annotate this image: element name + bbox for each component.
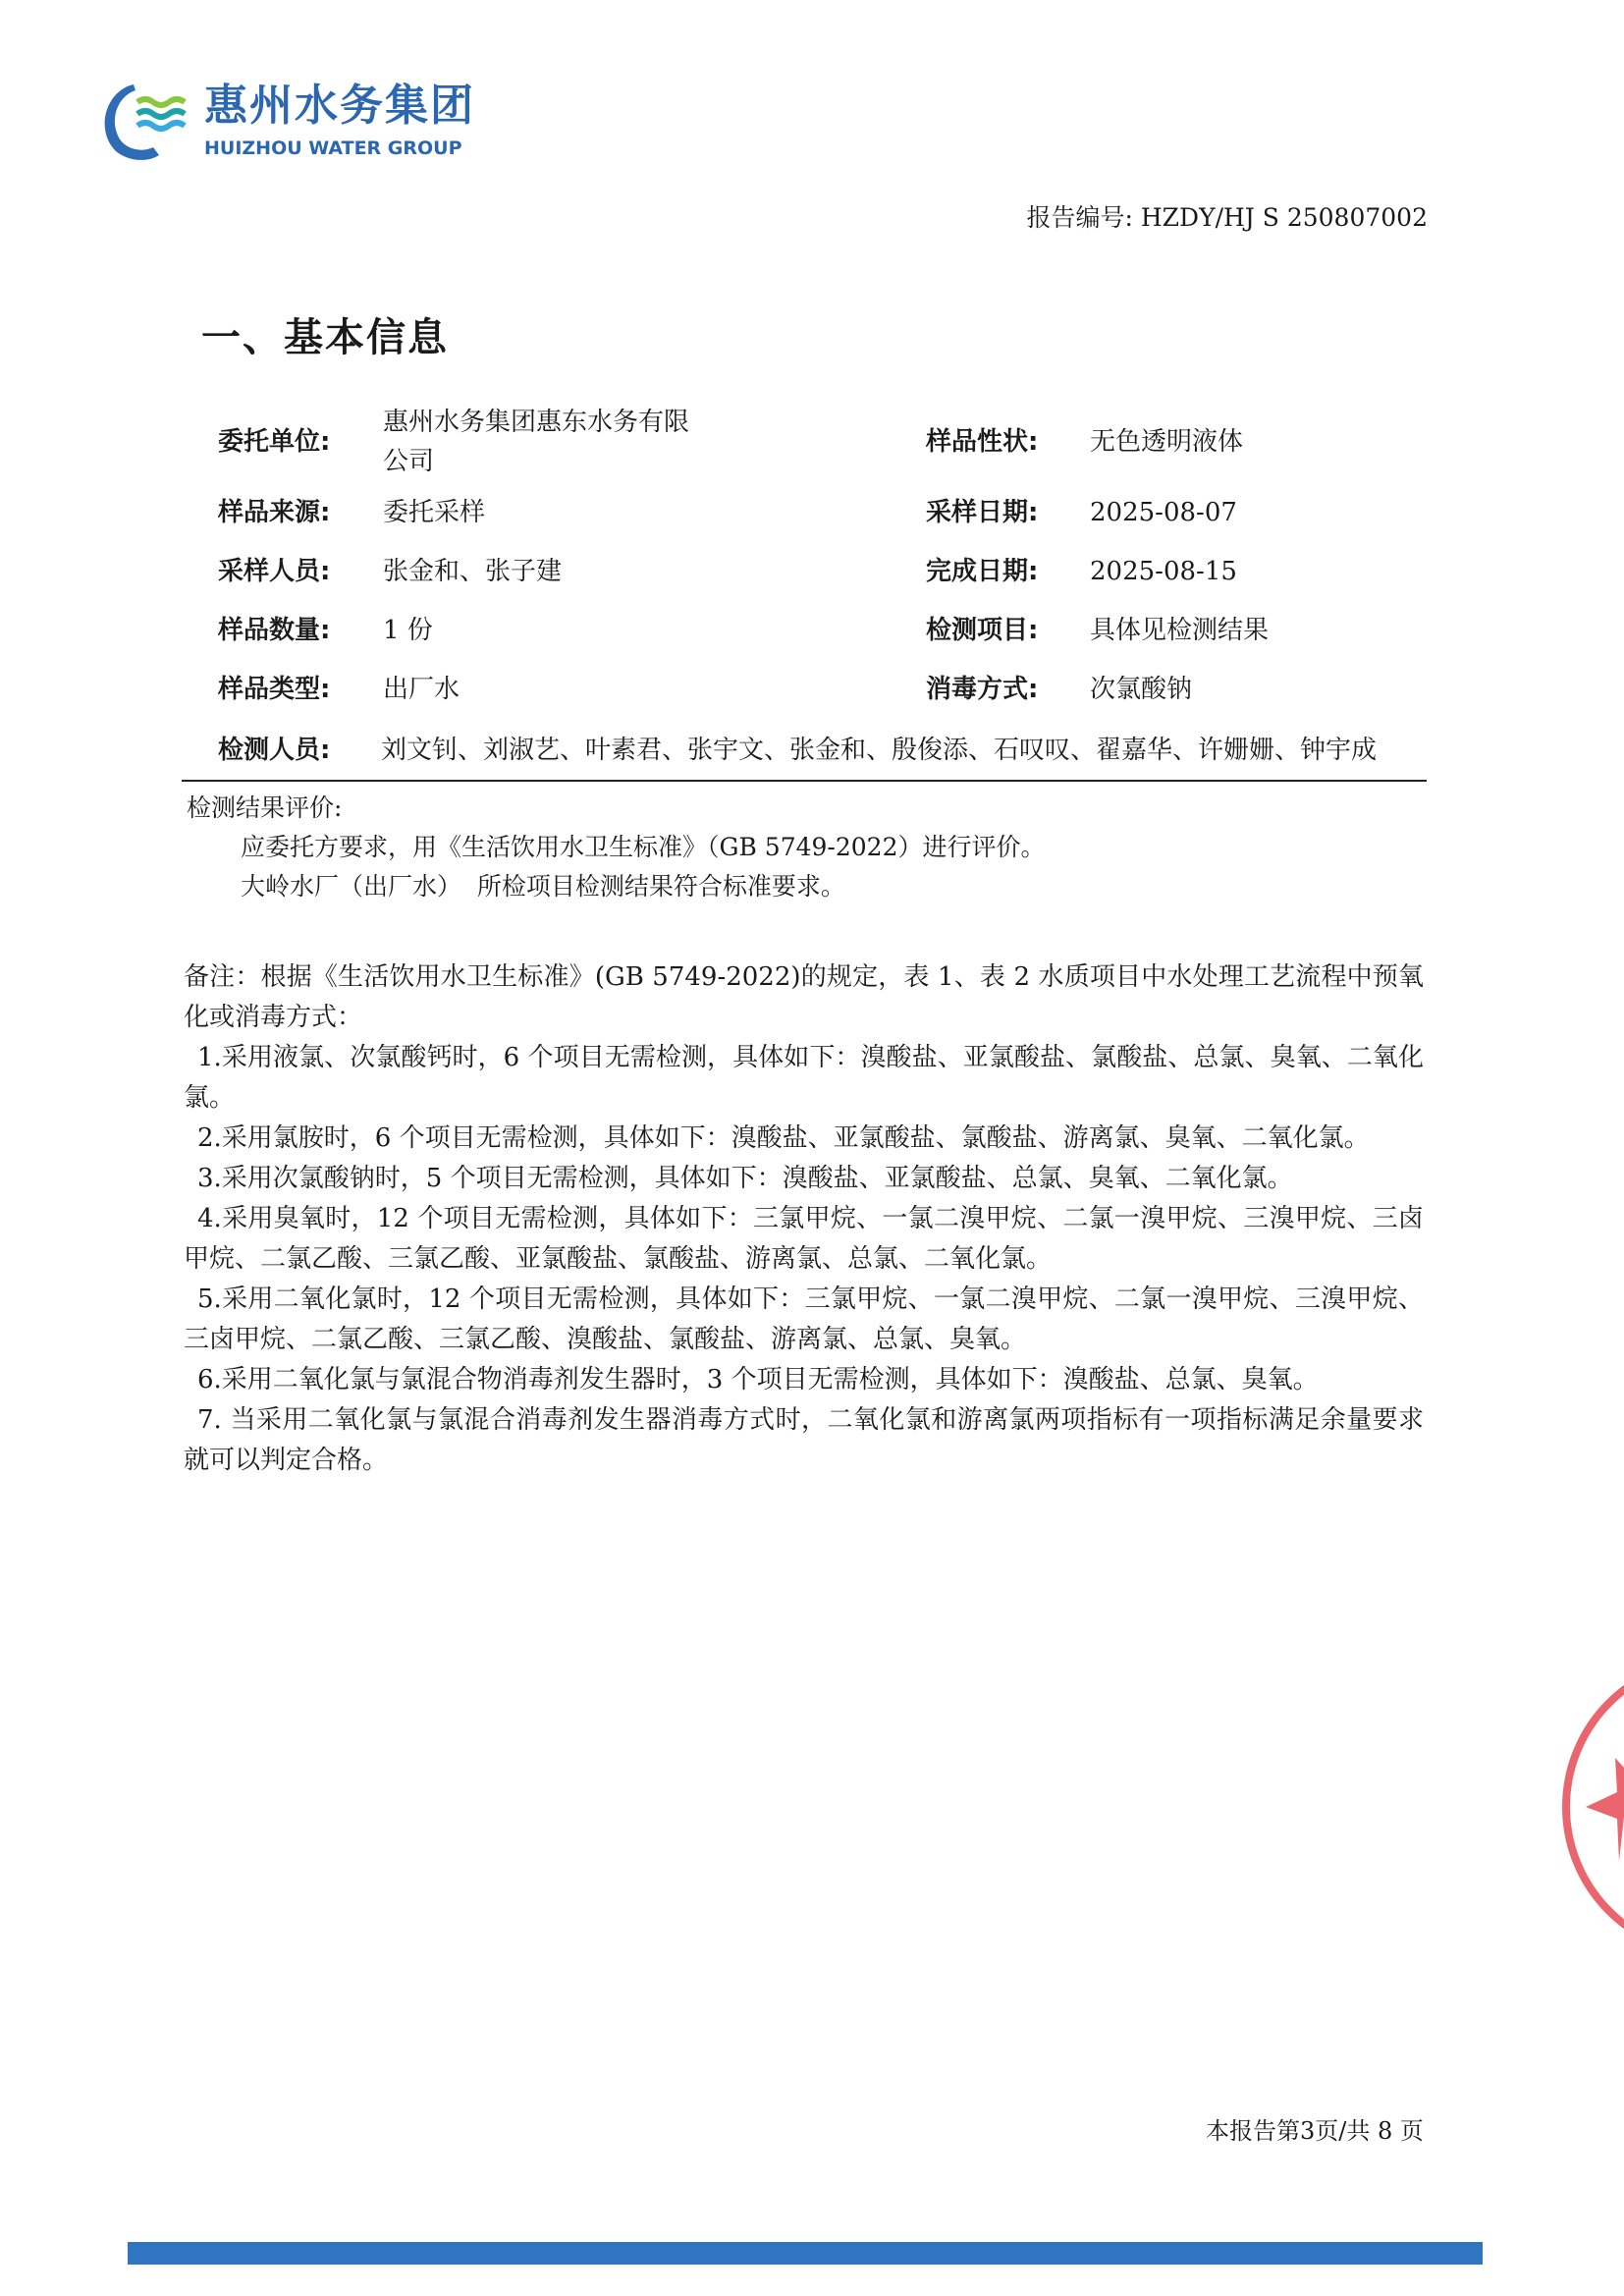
section-title: 一、基本信息: [201, 315, 449, 360]
sample-quantity-label: 样品数量:: [218, 616, 331, 645]
disinfection-method-value: 次氯酸钠: [1090, 675, 1193, 704]
note-item: 3.采用次氯酸钠时，5 个项目无需检测，具体如下：溴酸盐、亚氯酸盐、总氯、臭氧、二氧化氯。: [197, 1164, 1293, 1193]
sampling-date-label: 采样日期:: [926, 498, 1039, 527]
note-item: 2.采用氯胺时，6 个项目无需检测，具体如下：溴酸盐、亚氯酸盐、氯酸盐、游离氯、臭氧、二氧化氯。: [197, 1123, 1370, 1153]
testers-label: 检测人员:: [218, 736, 331, 765]
page-number: 本报告第3页/共 8 页: [1206, 2117, 1424, 2145]
disinfection-method-label: 消毒方式:: [926, 675, 1039, 704]
client-value-line2: 公司: [383, 447, 435, 476]
sample-type-value: 出厂水: [383, 675, 460, 704]
testers-value: 刘文钊、刘淑艺、叶素君、张宇文、张金和、殷俊添、石叹叹、翟嘉华、许姗姗、钟宇成: [381, 736, 1378, 765]
client-label: 委托单位:: [218, 427, 331, 457]
footer-bar: [128, 2242, 1483, 2265]
sample-appearance-label: 样品性状:: [926, 427, 1039, 457]
notes-section: [184, 957, 1424, 1481]
sampler-value: 张金和、张子建: [383, 557, 563, 586]
sample-source-label: 样品来源:: [218, 498, 331, 527]
note-item: 7. 当采用二氧化氯与氯混合消毒剂发生器消毒方式时，二氧化氯和游离氯两项指标有一项指标满足余量要求就可以判定合格。: [184, 1405, 1424, 1475]
evaluation-line: 应委托方要求，用《生活饮用水卫生标准》（GB 5749-2022）进行评价。: [241, 833, 1046, 861]
note-item: 5.采用二氧化氯时，12 个项目无需检测，具体如下：三氯甲烷、一氯二溴甲烷、二氯一溴甲烷、三溴甲烷、三卤甲烷、二氯乙酸、三氯乙酸、溴酸盐、氯酸盐、游离氯、总氯、臭氧。: [184, 1285, 1424, 1354]
section-divider: [182, 780, 1427, 782]
completion-date-label: 完成日期:: [926, 557, 1039, 586]
evaluation-section: [187, 789, 1046, 906]
client-value-line1: 惠州水务集团惠东水务有限: [383, 408, 690, 437]
completion-date-value: 2025-08-15: [1090, 557, 1237, 586]
notes-intro: 备注：根据《生活饮用水卫生标准》(GB 5749-2022)的规定，表 1、表 2 水质项目中水处理工艺流程中预氧化或消毒方式：: [184, 962, 1424, 1032]
evaluation-line: 大岭水厂（出厂水） 所检项目检测结果符合标准要求。: [241, 872, 845, 901]
note-item: 1.采用液氯、次氯酸钙时，6 个项目无需检测，具体如下：溴酸盐、亚氯酸盐、氯酸盐、总氯、臭氧、二氧化氯。: [184, 1043, 1424, 1113]
sample-appearance-value: 无色透明液体: [1090, 427, 1244, 457]
official-seal-stamp: [1556, 1650, 1624, 1964]
sample-type-label: 样品类型:: [218, 675, 331, 704]
sampler-label: 采样人员:: [218, 557, 331, 586]
water-wave-logo-icon: [98, 81, 196, 163]
report-number: 报告编号: HZDY/HJ S 250807002: [1026, 203, 1428, 232]
sample-source-value: 委托采样: [383, 498, 486, 527]
note-item: 6.采用二氧化氯与氯混合物消毒剂发生器时，3 个项目无需检测，具体如下：溴酸盐、总氯、臭氧。: [197, 1365, 1319, 1394]
sampling-date-value: 2025-08-07: [1090, 498, 1237, 527]
evaluation-title: 检测结果评价:: [187, 793, 343, 822]
logo-chinese-name: 惠州水务集团: [204, 81, 475, 131]
sample-quantity-value: 1 份: [383, 616, 433, 645]
note-item: 4.采用臭氧时，12 个项目无需检测，具体如下：三氯甲烷、一氯二溴甲烷、二氯一溴甲烷、三溴甲烷、三卤甲烷、二氯乙酸、三氯乙酸、亚氯酸盐、氯酸盐、游离氯、总氯、二氧化氯。: [184, 1204, 1424, 1274]
company-logo: [98, 81, 475, 169]
test-items-label: 检测项目:: [926, 616, 1039, 645]
logo-english-name: HUIZHOU WATER GROUP: [204, 137, 462, 159]
test-items-value: 具体见检测结果: [1090, 616, 1270, 645]
